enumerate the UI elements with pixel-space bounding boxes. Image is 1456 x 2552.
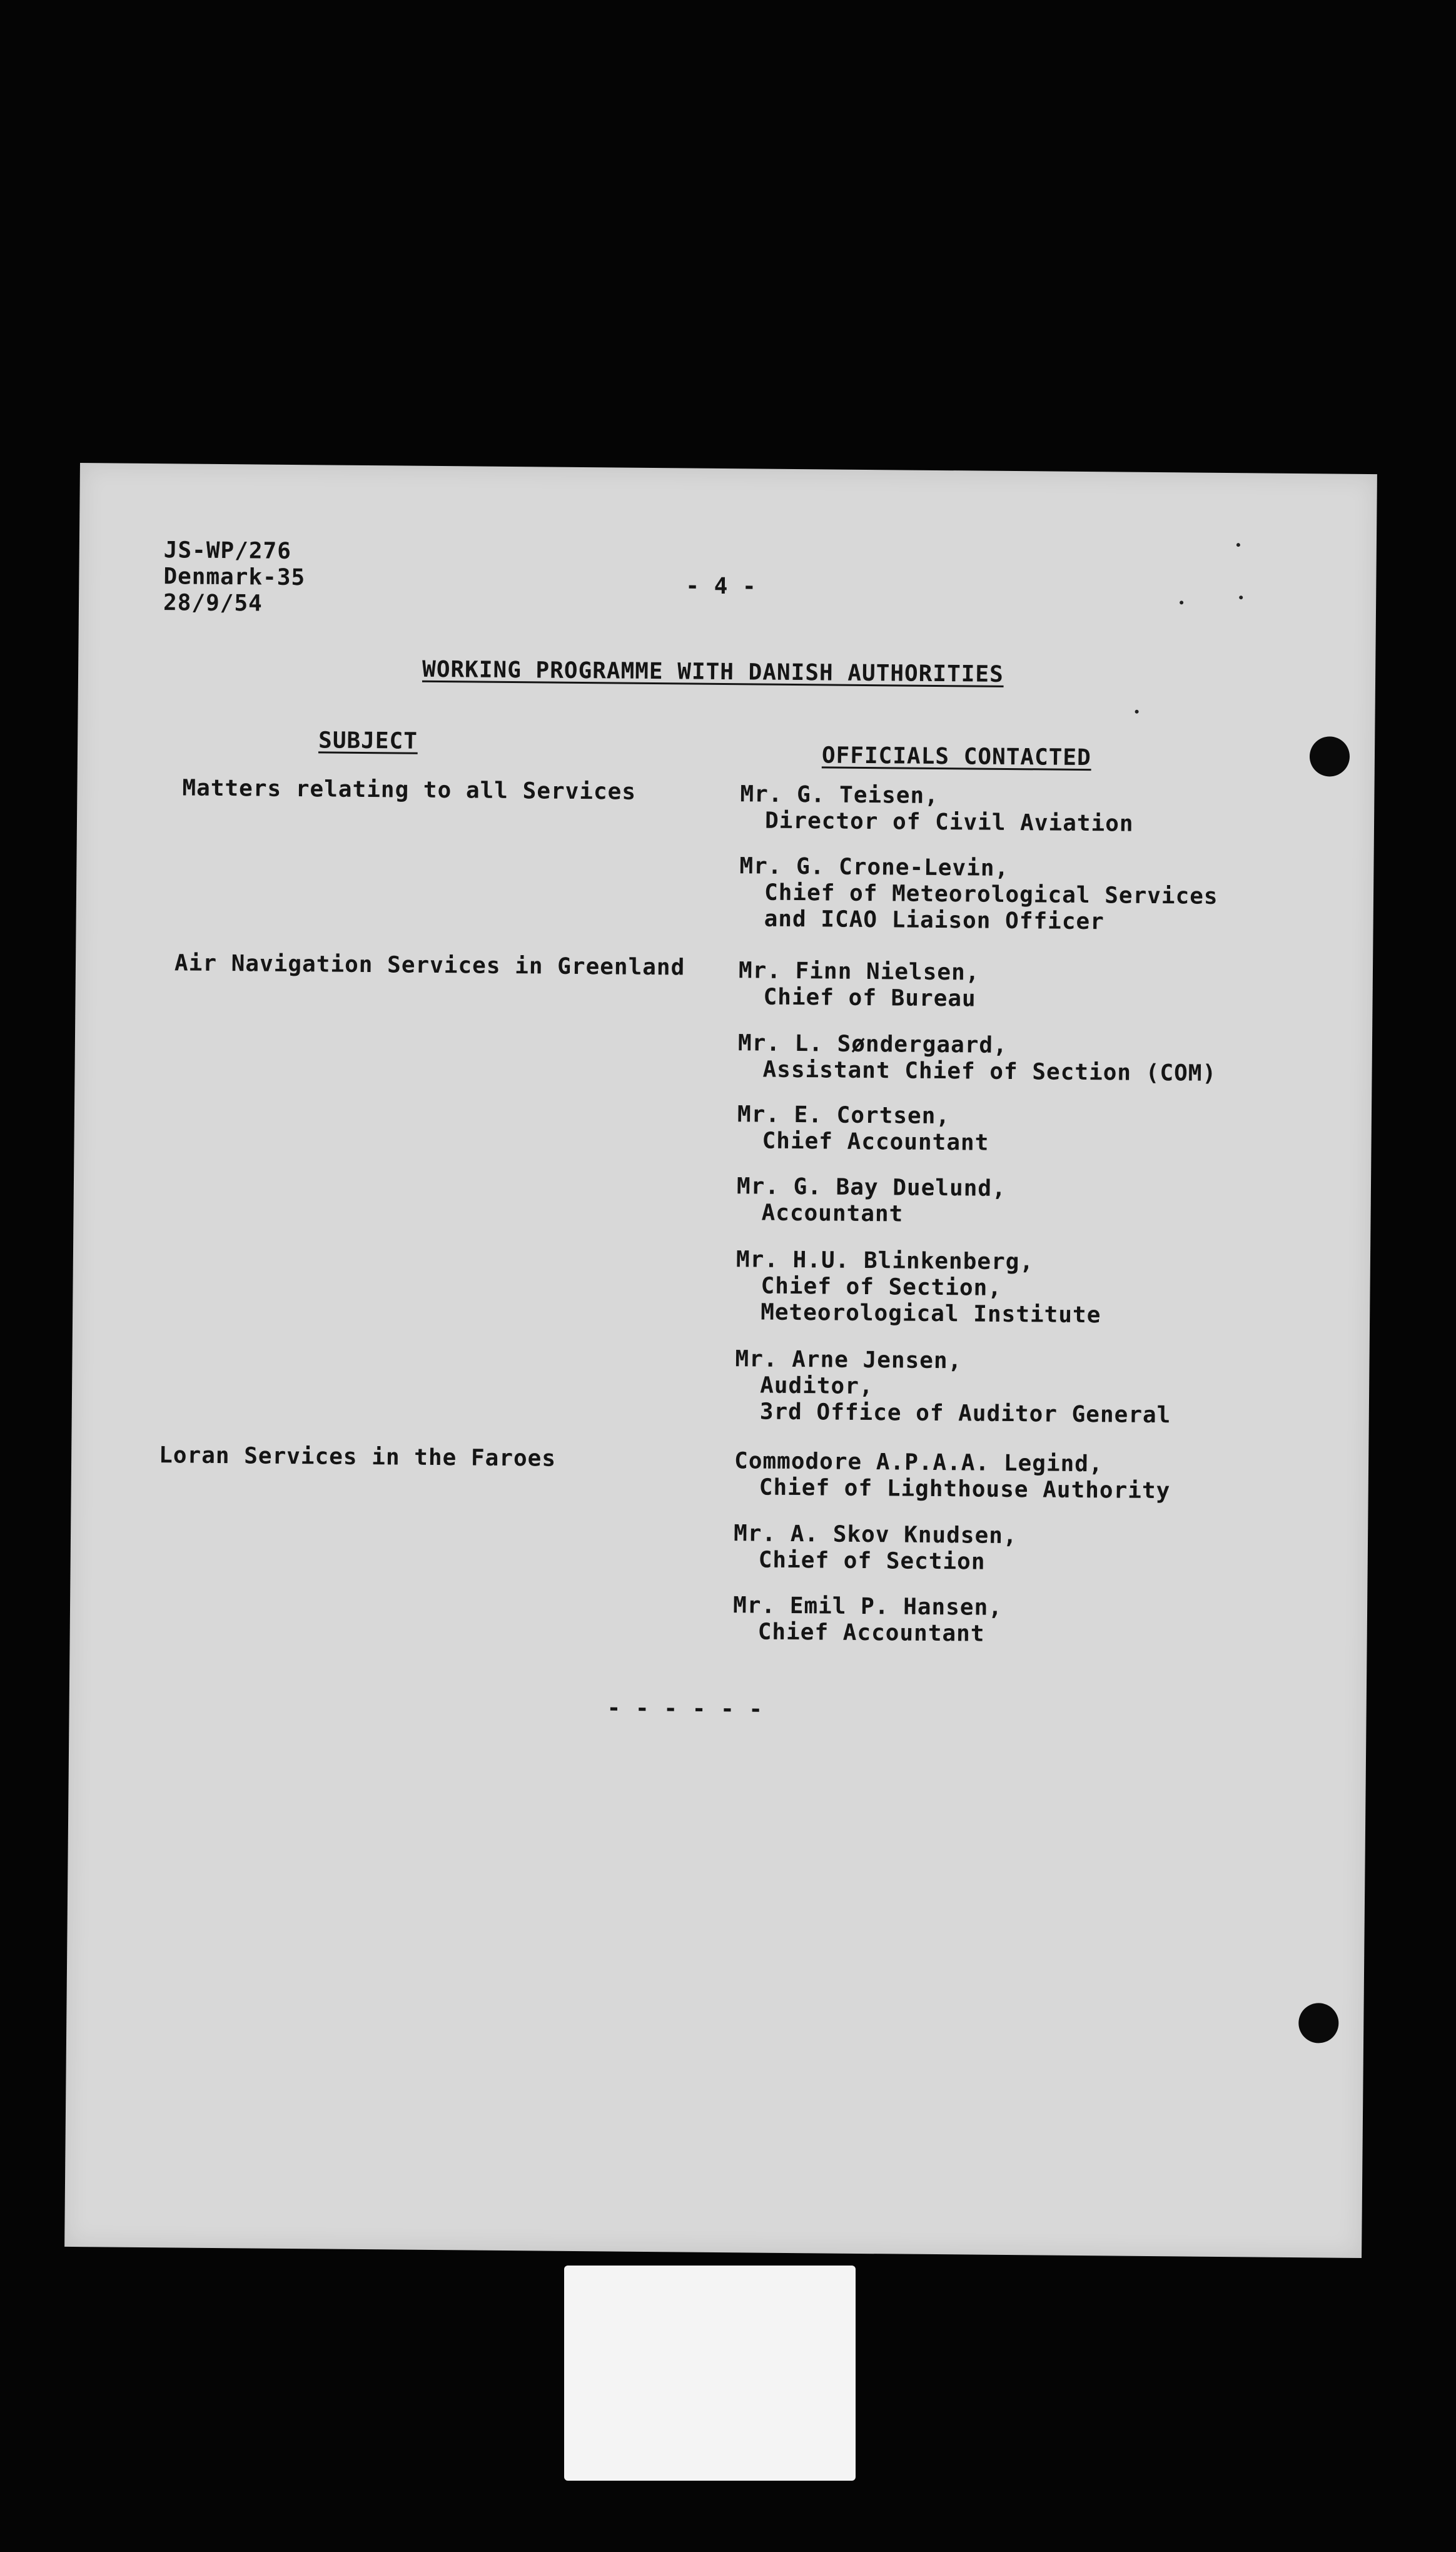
official-title: Chief of Meteorological Services (764, 879, 1218, 909)
official-name: Mr. G. Teisen, (740, 781, 939, 809)
country-code: Denmark-35 (163, 564, 306, 591)
official-name: Mr. Arne Jensen, (735, 1346, 963, 1374)
official-title: Chief of Lighthouse Authority (759, 1474, 1171, 1504)
punch-hole-top (1310, 736, 1350, 777)
document-date: 28/9/54 (163, 590, 263, 617)
officials-column-heading: OFFICIALS CONTACTED (821, 742, 1091, 771)
official-title: Chief Accountant (762, 1128, 989, 1156)
paper-speck (1135, 710, 1139, 714)
document-page (64, 463, 1377, 2258)
paper-speck (1239, 595, 1243, 599)
official-title: and ICAO Liaison Officer (764, 906, 1105, 935)
subject-item: Air Navigation Services in Greenland (174, 950, 685, 981)
official-title: Accountant (761, 1200, 904, 1227)
closing-rule: - - - - - - (607, 1695, 764, 1723)
official-name: Mr. Emil P. Hansen, (732, 1592, 1003, 1621)
subject-item: Loran Services in the Faroes (158, 1442, 557, 1472)
official-title: Chief of Section (758, 1547, 986, 1575)
official-name: Mr. G. Bay Duelund, (736, 1173, 1006, 1202)
official-name: Mr. E. Cortsen, (737, 1101, 951, 1130)
punch-hole-bottom (1298, 2003, 1339, 2043)
page-number: - 4 - (685, 573, 757, 600)
paper-speck (1180, 600, 1183, 604)
official-name: Commodore A.P.A.A. Legind, (734, 1448, 1103, 1477)
official-title: Chief of Bureau (763, 984, 976, 1012)
official-name: Mr. G. Crone-Levin, (739, 853, 1009, 881)
official-title: Auditor, (759, 1372, 874, 1400)
document-title: WORKING PROGRAMME WITH DANISH AUTHORITIES (422, 656, 1004, 687)
official-name: Mr. Finn Nielsen, (738, 958, 980, 986)
reference-number: JS-WP/276 (163, 537, 292, 564)
official-title: Meteorological Institute (761, 1299, 1101, 1329)
subject-column-heading: SUBJECT (318, 727, 418, 754)
blank-card (564, 2266, 856, 2481)
official-title: Chief of Section, (761, 1273, 1003, 1301)
official-title: Director of Civil Aviation (764, 808, 1134, 837)
official-title: Assistant Chief of Section (COM) (762, 1056, 1217, 1086)
official-title: Chief Accountant (757, 1619, 985, 1647)
official-name: Mr. L. Søndergaard, (737, 1030, 1008, 1058)
paper-speck (1236, 543, 1240, 547)
official-name: Mr. H.U. Blinkenberg, (736, 1247, 1034, 1275)
official-name: Mr. A. Skov Knudsen, (733, 1521, 1018, 1549)
official-title: 3rd Office of Auditor General (759, 1399, 1171, 1429)
subject-item: Matters relating to all Services (182, 775, 637, 805)
